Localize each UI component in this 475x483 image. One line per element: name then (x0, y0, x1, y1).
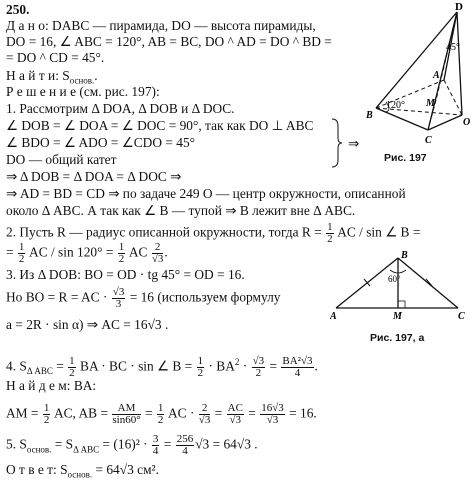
step1-line-1: 1. Рассмотрим Δ DOA, Δ DOB и Δ DOC. (6, 101, 235, 116)
fraction-half: $\frac{1}{2}$ (197, 354, 204, 379)
fraction-2-sqrt3: $\frac{2}{√3}$ (198, 402, 211, 426)
figure-197-caption: Рис. 197 (384, 152, 427, 164)
label-a: A (433, 70, 440, 81)
figure-197a-caption: Рис. 197, а (370, 332, 425, 344)
problem-number: 250. (6, 2, 30, 17)
fraction-16sqrt3: $\frac{16√3}{√3}$ (261, 402, 284, 426)
label-45: 45° (446, 42, 460, 53)
step1-line-4: DO — общий катет (6, 152, 117, 167)
answer-line: О т в е т: $S_{основ.} = 64√3$ см². (6, 462, 159, 480)
given-line-2: DO = 16, ∠ ABC = 120°, AB = BC, DO ^ AD = DO ^ BD = (6, 34, 332, 49)
step1-line-3: ∠ BDO = ∠ ADO = ∠CDO = 45° (6, 135, 196, 150)
step4-line: 4. $S_{\Delta ABC}$ = $\frac{1}{2}$ BA · BC · sin ∠ B = $\frac{1}{2}$ · $BA^2$ · $\frac{√3}{2}$ = $\frac{\text{BA²√3}}{4}$ . (6, 354, 318, 379)
pyramid-dashed (376, 12, 462, 130)
label-d: D (455, 1, 463, 13)
right-brace (330, 118, 344, 168)
fraction-half: $\frac{1}{2}$ (18, 241, 25, 265)
given-line-3: = DO ^ CD = 45°. (6, 50, 105, 65)
fraction-sqrt3-3: $\frac{√3}{3}$ (112, 286, 125, 310)
fraction-2-sqrt3: $\frac{2}{√3}$ (151, 241, 164, 265)
step3-line-1: 3. Из Δ DOB: BO = OD · tg 45° = OD = 16. (6, 267, 245, 282)
step2-line-2: = $\frac{1}{2}$ AC / sin 120° = $\frac{1}{2}$ AC $\frac{2}{√3}$ . (6, 241, 168, 265)
label-a2: A (330, 311, 337, 320)
fraction-half: $\frac{1}{2}$ (327, 221, 333, 245)
label-c: C (425, 135, 432, 146)
label-b2: B (401, 250, 408, 261)
find-line: Н а й т и: $S_{основ.}$. (6, 68, 98, 86)
step3-line-3: a = 2R · sin α) ⇒ AC = 16√3 . (6, 317, 169, 332)
brace-implies: ⇒ (348, 136, 360, 151)
step1-line-6: ⇒ AD = BD = CD ⇒ по задаче 249 O — центр окружности, описанной (6, 186, 406, 201)
step3-line-2: Но BO = R = AC · $\frac{√3}{3}$ = 16 (используем формулу (6, 286, 281, 310)
label-120: 120° (386, 100, 405, 111)
step1-line-7: около Δ ABC. А так как ∠ B — тупой ⇒ B лежит вне Δ ABC. (6, 203, 356, 218)
label-m: M (426, 98, 435, 109)
pyramid-lines (376, 12, 462, 130)
fraction-ba2: $\frac{\text{BA²√3}}{4}$ (282, 354, 313, 379)
label-b: B (366, 110, 373, 121)
fraction-ac-sqrt3: $\frac{AC}{√3}$ (227, 402, 243, 426)
step5-line: 5. $S_{основ.} = S_{\Delta ABC} = (16)^2$ · $\frac{3}{4}$ = $\frac{256}{4}$ √3 = 64√3 . (6, 433, 258, 457)
am-line: AM = $\frac{1}{2}$ AC, AB = $\frac{AM}{\sin 60^\circ}$ = $\frac{1}{2}$ AC · $\frac{2}{√3}$ = $\frac{AC}{√3}$ = $\frac{16√3}{√3}$ = 16. (6, 402, 317, 426)
label-60: 60° (388, 274, 401, 284)
fraction-half: $\frac{1}{2}$ (69, 354, 75, 379)
fraction-am-sin: $\frac{AM}{\sin 60^\circ}$ (112, 402, 141, 426)
right-angle-mark (398, 301, 405, 308)
fraction-half: $\frac{1}{2}$ (157, 402, 164, 426)
triangle-figure (330, 248, 470, 320)
label-o: O (463, 117, 471, 128)
label-m2: M (393, 311, 402, 320)
fraction-half: $\frac{1}{2}$ (43, 402, 50, 426)
label-c2: C (458, 311, 465, 320)
step1-line-2: ∠ DOB = ∠ DOA = ∠ DOC = 90°, так как DO ⊥ ABC (6, 118, 314, 133)
fraction-256-4: $\frac{256}{4}$ (176, 433, 194, 457)
solution-header: Р е ш е н и е (см. рис. 197): (6, 84, 160, 99)
step1-line-5: ⇒ Δ DOB = Δ DOA = Δ DOC ⇒ (6, 169, 182, 184)
given-line-1: Д а н о: DABC — пирамида, DO — высота пирамиды, (6, 18, 316, 33)
pyramid-figure (362, 0, 472, 148)
step2-line-1: 2. Пусть R — радиус описанной окружности, тогда R = $\frac{1}{2}$ AC / sin ∠ B = (6, 221, 421, 245)
find-ba-line: Н а й д е м: BA: (6, 378, 97, 393)
fraction-3-4: $\frac{3}{4}$ (152, 433, 159, 457)
fraction-sqrt3-2: $\frac{√3}{2}$ (252, 354, 265, 379)
fraction-half: $\frac{1}{2}$ (118, 241, 125, 265)
